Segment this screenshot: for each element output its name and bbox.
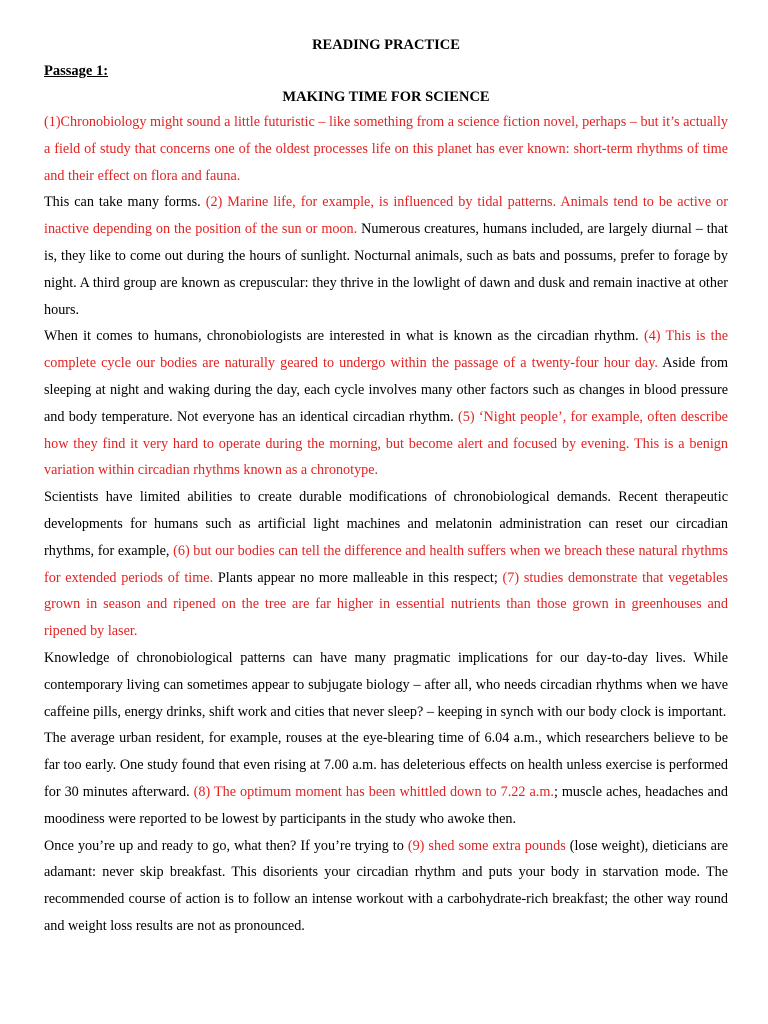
paragraph [44,645,728,725]
text-segment: Aside from sleeping at night and waking during the day, each cycle involves many other factors such as changes in blood pressure and body temperature. Not everyone has an identical circadian rhythm. [44,355,728,425]
text-segment: Plants appear no more malleable in this respect; [213,569,503,586]
highlighted-text: (6) but our bodies can tell the difference and health suffers when we breach these natural rhythms for extended periods of time. [44,542,728,586]
text-segment: Knowledge of chronobiological patterns can have many pragmatic implications for our day-to-day lives. While contemporary living can sometimes appear to subjugate biology – after all, who needs circadian rhythms when we have caffeine pills, energy drinks, shift work and cities that never sleep? – keeping in synch with our body clock is important. [44,649,728,720]
text-segment: The average urban resident, for example, rouses at the eye-blearing time of 6.04 a.m., which researchers believe to be far too early. One study found that even rising at 7.00 a.m. has deleterious effects on health unless exercise is performed for 30 minutes afterward. [44,730,728,800]
text-segment: Scientists have limited abilities to create durable modifications of chronobiological demands. Recent therapeutic developments for humans such as artificial light machines and melatonin administration can reset our circadian rhythms, for example, [44,489,728,559]
text-segment: ; muscle aches, headaches and moodiness were reported to be lowest by participants in the study who awoke then. [44,783,728,827]
text-segment: When it comes to humans, chronobiologists are interested in what is known as the circadian rhythm. [44,328,644,345]
paragraph [44,109,728,189]
document-page [44,35,728,940]
paragraph [44,833,728,940]
text-segment: Numerous creatures, humans included, are largely diurnal – that is, they like to come out during the hours of sunlight. Nocturnal animals, such as bats and possums, prefer to forage by night. A third group are known as crepuscular: they thrive in the lowlight of dawn and dusk and remain inactive at other hours. [44,221,728,318]
passage-label: Passage 1: [44,63,109,79]
document-title: READING PRACTICE [312,37,460,53]
highlighted-text: (4) This is the complete cycle our bodies are naturally geared to undergo within the passage of a twenty-four hour day. [44,328,728,372]
article-title: MAKING TIME FOR SCIENCE [282,89,490,105]
text-segment: Once you’re up and ready to go, what then? If you’re trying to [44,837,408,854]
highlighted-text: (2) Marine life, for example, is influenced by tidal patterns. Animals tend to be active or inactive depending on the position of the sun or moon. [44,194,728,238]
paragraph [44,323,728,484]
paragraph [44,484,728,645]
highlighted-text: (7) studies demonstrate that vegetables grown in season and ripened on the tree are far higher in essential nutrients than those grown in greenhouses and ripened by laser. [44,569,728,640]
text-segment: This can take many forms. [44,194,206,211]
article-body [44,109,728,940]
paragraph [44,189,728,323]
highlighted-text: (8) The optimum moment has been whittled down to 7.22 a.m. [193,783,554,800]
text-segment: (lose weight), dieticians are adamant: never skip breakfast. This disorients your circadian rhythm and puts your body in starvation mode. The recommended course of action is to follow an intense workout with a carbohydrate-rich breakfast; the other way round and weight loss results are not as pronounced. [44,837,729,934]
highlighted-text: (9) shed some extra pounds [407,837,566,854]
highlighted-text: (1)Chronobiology might sound a little futuristic – like something from a science fiction novel, perhaps – but it’s actually a field of study that concerns one of the oldest processes life on this planet has ever known: short-term rhythms of time and their effect on flora and fauna. [44,114,728,184]
highlighted-text: (5) ‘Night people’, for example, often describe how they find it very hard to operate during the morning, but become alert and focused by evening. This is a benign variation within circadian rhythms known as a chronotype. [44,408,728,479]
paragraph [44,725,728,832]
